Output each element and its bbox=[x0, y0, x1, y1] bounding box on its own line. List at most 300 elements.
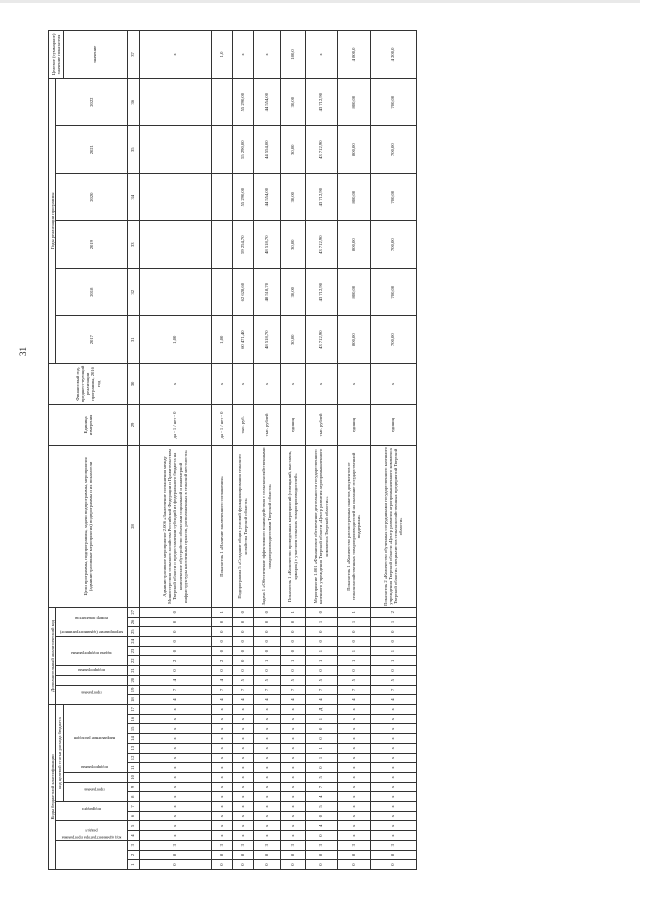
code-cell: х bbox=[139, 811, 211, 821]
code-cell: 0 bbox=[211, 666, 232, 676]
code-cell: х bbox=[232, 782, 253, 792]
code-cell: 2 bbox=[211, 656, 232, 666]
year-2017: 2017 bbox=[56, 316, 127, 364]
code-cell: 8 bbox=[232, 850, 253, 860]
row-base-year: х bbox=[305, 363, 337, 404]
code-cell: Д bbox=[305, 704, 337, 714]
code-cell: 0 bbox=[280, 860, 305, 870]
code-cell: х bbox=[337, 802, 370, 812]
code-cell: х bbox=[337, 792, 370, 802]
code-cell: х bbox=[370, 743, 416, 753]
code-cell: 0 bbox=[280, 627, 305, 637]
code-cell: х bbox=[337, 724, 370, 734]
year-2021: 2021 bbox=[56, 126, 127, 174]
code-cell: х bbox=[370, 831, 416, 841]
code-cell: 0 bbox=[253, 646, 280, 656]
code-cell: 0 bbox=[211, 637, 232, 647]
row-year-value: 43 712,90 bbox=[305, 221, 337, 269]
row-year-value: 43 712,90 bbox=[305, 126, 337, 174]
code-cell: 1 bbox=[370, 617, 416, 627]
code-cell: х bbox=[232, 811, 253, 821]
code-cell: 0 bbox=[139, 666, 211, 676]
code-cell: х bbox=[280, 802, 305, 812]
code-cell: х bbox=[253, 792, 280, 802]
row-year-value: 62 628,60 bbox=[232, 268, 253, 316]
code-cell: 1 bbox=[305, 646, 337, 656]
code-cell: 0 bbox=[232, 607, 253, 617]
code-cell: х bbox=[139, 753, 211, 763]
column-number: 29 bbox=[127, 404, 139, 445]
code-cell: 1 bbox=[253, 656, 280, 666]
code-cell: х bbox=[280, 821, 305, 831]
row-year-value: 30,00 bbox=[280, 126, 305, 174]
code-cell: 0 bbox=[253, 607, 280, 617]
header-codes-classification: Коды бюджетной классификации bbox=[49, 704, 56, 869]
column-number: 3 bbox=[127, 840, 139, 850]
code-cell: 0 bbox=[139, 860, 211, 870]
code-cell: х bbox=[232, 734, 253, 744]
code-cell: 8 bbox=[280, 850, 305, 860]
code-cell: 0 bbox=[139, 607, 211, 617]
code-cell: 4 bbox=[305, 821, 337, 831]
row-year-value: 48 518,70 bbox=[253, 268, 280, 316]
code-cell: х bbox=[139, 821, 211, 831]
column-number: 33 bbox=[127, 221, 139, 269]
row-year-value: 800,00 bbox=[337, 316, 370, 364]
row-year-value: 30,00 bbox=[280, 316, 305, 364]
row-year-value: 43 712,90 bbox=[305, 316, 337, 364]
row-year-value bbox=[211, 78, 232, 126]
code-cell: 1 bbox=[337, 617, 370, 627]
header-kcsr-program: программа bbox=[63, 782, 127, 801]
code-cell: х bbox=[211, 821, 232, 831]
code-cell: х bbox=[232, 763, 253, 773]
code-cell: 1 bbox=[211, 607, 232, 617]
column-number: 37 bbox=[127, 31, 139, 79]
row-target: х bbox=[253, 31, 280, 79]
code-cell: 0 bbox=[337, 637, 370, 647]
column-number: 30 bbox=[127, 363, 139, 404]
code-cell: 4 bbox=[370, 695, 416, 705]
code-cell: х bbox=[337, 714, 370, 724]
header-program-goal: Цели программы, подпрограммы, задачи подпрограммы, мероприятия (административные мероприятия) подпрограммы и их показатели bbox=[49, 445, 128, 607]
code-cell: 0 bbox=[232, 637, 253, 647]
row-name: Мероприятие 1.001 «Финансовое обеспечение деятельности государственного казенного учреждения Тверской области «Центр развития агропромышленного комплекса Тверской области»» bbox=[305, 445, 337, 607]
column-number: 19 bbox=[127, 685, 139, 695]
code-cell: х bbox=[280, 704, 305, 714]
code-cell: х bbox=[139, 724, 211, 734]
code-cell: 0 bbox=[232, 646, 253, 656]
table-row bbox=[337, 31, 370, 870]
column-number: 32 bbox=[127, 268, 139, 316]
row-unit: тыс. руб. bbox=[232, 404, 253, 445]
row-year-value: 55 290,00 bbox=[232, 78, 253, 126]
header-kcsr: код целевой статьи расхода бюджета bbox=[56, 704, 63, 801]
column-number: 25 bbox=[127, 627, 139, 637]
code-cell: 5 bbox=[253, 675, 280, 685]
code-cell: 5 bbox=[305, 675, 337, 685]
code-cell: х bbox=[211, 772, 232, 782]
row-name: Показатель 1 «Количество проведенных мероприятий (совещаний, выставок, ярмарок) с участием сельских товаропроизводителей» bbox=[280, 445, 305, 607]
code-cell: 0 bbox=[370, 637, 416, 647]
row-year-value: 700,00 bbox=[370, 316, 416, 364]
column-number: 5 bbox=[127, 821, 139, 831]
row-name: Показатель 1 «Количество рассмотренных пакетов документов от сельскохозяйственных товаропроизводителей на оказание государственной поддержки» bbox=[337, 445, 370, 607]
row-year-value: 43 712,90 bbox=[305, 173, 337, 221]
code-cell: 1 bbox=[305, 714, 337, 724]
code-cell: 0 bbox=[370, 860, 416, 870]
code-cell: х bbox=[211, 802, 232, 812]
program-table-sheet bbox=[48, 30, 648, 870]
year-2020: 2020 bbox=[56, 173, 127, 221]
column-number: 8 bbox=[127, 792, 139, 802]
code-cell: х bbox=[211, 743, 232, 753]
code-cell: 3 bbox=[280, 840, 305, 850]
code-cell: 4 bbox=[139, 695, 211, 705]
row-year-value: 700,00 bbox=[370, 126, 416, 174]
code-cell: х bbox=[253, 743, 280, 753]
code-cell: 5 bbox=[280, 675, 305, 685]
code-cell: х bbox=[370, 821, 416, 831]
code-cell: 1 bbox=[337, 646, 370, 656]
code-cell: х bbox=[370, 782, 416, 792]
row-unit: да - 1 / нет - 0 bbox=[211, 404, 232, 445]
code-cell: 0 bbox=[232, 617, 253, 627]
row-unit: единиц bbox=[337, 404, 370, 445]
code-cell: х bbox=[139, 772, 211, 782]
code-cell: 5 bbox=[232, 675, 253, 685]
code-cell: 7 bbox=[305, 782, 337, 792]
row-year-value bbox=[211, 173, 232, 221]
code-cell: х bbox=[139, 704, 211, 714]
code-cell: х bbox=[280, 724, 305, 734]
column-number: 20 bbox=[127, 675, 139, 685]
row-year-value: 55 290,00 bbox=[232, 173, 253, 221]
code-cell: х bbox=[370, 802, 416, 812]
code-cell: 0 bbox=[305, 637, 337, 647]
code-cell: 8 bbox=[370, 850, 416, 860]
code-cell: 3 bbox=[232, 840, 253, 850]
code-cell: 5 bbox=[305, 772, 337, 782]
code-cell: х bbox=[280, 811, 305, 821]
code-cell: 8 bbox=[139, 850, 211, 860]
row-year-value bbox=[211, 221, 232, 269]
column-number-row bbox=[127, 31, 139, 870]
code-cell: 0 bbox=[211, 860, 232, 870]
code-cell: х bbox=[280, 763, 305, 773]
code-cell: 1 bbox=[305, 743, 337, 753]
column-number: 7 bbox=[127, 802, 139, 812]
column-number: 1 bbox=[127, 860, 139, 870]
code-cell: х bbox=[337, 772, 370, 782]
code-cell: 1 bbox=[305, 656, 337, 666]
code-cell: 5 bbox=[337, 675, 370, 685]
code-cell: х bbox=[280, 714, 305, 724]
row-year-value: 44 554,00 bbox=[253, 126, 280, 174]
code-cell: х bbox=[280, 792, 305, 802]
code-cell: 0 bbox=[139, 646, 211, 656]
code-cell: 4 bbox=[211, 695, 232, 705]
code-cell: х bbox=[139, 782, 211, 792]
header-target-value: Целевое (суммарное) значение показателя bbox=[49, 31, 64, 79]
code-cell: х bbox=[337, 743, 370, 753]
code-cell: 2 bbox=[139, 656, 211, 666]
code-cell: 0 bbox=[305, 831, 337, 841]
code-cell: 4 bbox=[253, 695, 280, 705]
code-cell: 4 bbox=[280, 695, 305, 705]
code-cell: х bbox=[253, 811, 280, 821]
code-cell: 0 bbox=[139, 637, 211, 647]
code-cell: х bbox=[232, 821, 253, 831]
table-row bbox=[280, 31, 305, 870]
code-cell: х bbox=[211, 811, 232, 821]
code-cell: х bbox=[253, 714, 280, 724]
code-cell: 3 bbox=[305, 840, 337, 850]
code-cell: х bbox=[370, 763, 416, 773]
row-year-value: 1,00 bbox=[139, 316, 211, 364]
header-section: раздел bbox=[56, 821, 127, 840]
code-cell: х bbox=[211, 831, 232, 841]
row-year-value bbox=[139, 268, 211, 316]
code-cell: 7 bbox=[280, 685, 305, 695]
code-cell: х bbox=[232, 792, 253, 802]
code-cell: 0 bbox=[232, 860, 253, 870]
code-cell: 4 bbox=[305, 695, 337, 705]
row-base-year: х bbox=[280, 363, 305, 404]
column-number: 22 bbox=[127, 656, 139, 666]
column-number: 15 bbox=[127, 724, 139, 734]
column-number: 36 bbox=[127, 78, 139, 126]
code-cell: 0 bbox=[337, 666, 370, 676]
row-unit: да - 1 / нет - 0 bbox=[139, 404, 211, 445]
code-cell: 7 bbox=[232, 685, 253, 695]
column-number: 11 bbox=[127, 763, 139, 773]
code-cell: х bbox=[370, 811, 416, 821]
header-kcsr-direction: направление расходов bbox=[63, 704, 127, 772]
code-cell: 0 bbox=[305, 607, 337, 617]
header-value-label: значение bbox=[63, 31, 127, 79]
code-cell: 0 bbox=[370, 627, 416, 637]
row-unit: тыс. рублей bbox=[305, 404, 337, 445]
code-cell: 0 bbox=[253, 860, 280, 870]
row-target: 4 200,0 bbox=[370, 31, 416, 79]
row-year-value: 60 471,40 bbox=[232, 316, 253, 364]
row-year-value: 55 290,00 bbox=[232, 126, 253, 174]
code-cell: х bbox=[337, 753, 370, 763]
code-cell: х bbox=[370, 714, 416, 724]
code-cell: 7 bbox=[211, 685, 232, 695]
code-cell: 0 bbox=[337, 627, 370, 637]
code-cell: 1 bbox=[280, 656, 305, 666]
code-cell: х bbox=[253, 734, 280, 744]
column-number: 14 bbox=[127, 734, 139, 744]
row-name: Подпрограмма 5 «Создание общих условий функционирования сельского хозяйства Тверской области» bbox=[232, 445, 253, 607]
code-cell: 8 bbox=[211, 850, 232, 860]
row-name: Административное мероприятие 2.006 «Заключение соглашения между Министерством сельского хозяйства Российской Федерации и Правительством Тверской области о предоставлении субсидий из федерального бюджета на комплексное обустройство объектами социальной и инженерной инфраструктуры населенных пунктов, расположенных в сельской местности» bbox=[139, 445, 211, 607]
code-cell: 0 bbox=[305, 724, 337, 734]
code-cell: 0 bbox=[280, 666, 305, 676]
row-year-value: 30,00 bbox=[280, 268, 305, 316]
code-cell: 3 bbox=[211, 840, 232, 850]
row-name: Задача 1 «Обеспечение эффективного взаимодействия с сельскохозяйственными товаропроизводителями Тверской области» bbox=[253, 445, 280, 607]
column-number: 18 bbox=[127, 695, 139, 705]
table-body bbox=[139, 31, 416, 870]
code-cell: х bbox=[139, 734, 211, 744]
row-target: х bbox=[139, 31, 211, 79]
code-cell: 0 bbox=[305, 763, 337, 773]
column-number: 27 bbox=[127, 607, 139, 617]
code-cell: 3 bbox=[253, 840, 280, 850]
code-cell: х bbox=[232, 831, 253, 841]
code-cell: 1 bbox=[370, 656, 416, 666]
row-year-value bbox=[139, 78, 211, 126]
row-base-year: х bbox=[211, 363, 232, 404]
row-year-value: 30,00 bbox=[280, 221, 305, 269]
code-cell: 4 bbox=[305, 792, 337, 802]
row-base-year: х bbox=[370, 363, 416, 404]
code-cell: 4 bbox=[337, 695, 370, 705]
code-cell: 0 bbox=[305, 734, 337, 744]
row-unit: тыс. рублей bbox=[253, 404, 280, 445]
code-cell: х bbox=[370, 724, 416, 734]
code-cell: х bbox=[211, 763, 232, 773]
row-name: Показатель 2 «Количество обученных сотрудниками государственного казенного учреждения Тверской области «Центр развития агропромышленного комплекса Тверской области» специалистов сельскохозяйственных предприятий Тверской области» bbox=[370, 445, 416, 607]
code-cell: 0 bbox=[280, 637, 305, 647]
code-cell: х bbox=[280, 772, 305, 782]
code-cell: 0 bbox=[139, 627, 211, 637]
code-cell: 0 bbox=[139, 617, 211, 627]
code-cell: х bbox=[370, 753, 416, 763]
code-cell: х bbox=[337, 811, 370, 821]
code-cell: х bbox=[253, 802, 280, 812]
code-cell: х bbox=[139, 802, 211, 812]
header-col-task: задача подпрограммы bbox=[56, 666, 127, 676]
column-number: 4 bbox=[127, 831, 139, 841]
code-cell: х bbox=[253, 753, 280, 763]
row-target: 1,0 bbox=[211, 31, 232, 79]
row-target: 4 800,0 bbox=[337, 31, 370, 79]
code-cell: х bbox=[337, 831, 370, 841]
row-year-value: 59 254,70 bbox=[232, 221, 253, 269]
code-cell: 8 bbox=[305, 850, 337, 860]
column-number: 12 bbox=[127, 753, 139, 763]
code-cell: х bbox=[139, 831, 211, 841]
header-col-subprogram: подпрограмма bbox=[56, 675, 127, 685]
code-cell: х bbox=[337, 782, 370, 792]
code-cell: х bbox=[139, 743, 211, 753]
row-target: х bbox=[232, 31, 253, 79]
code-cell: х bbox=[370, 772, 416, 782]
code-cell: 0 bbox=[305, 627, 337, 637]
row-year-value: 700,00 bbox=[370, 268, 416, 316]
column-number: 10 bbox=[127, 772, 139, 782]
row-year-value bbox=[211, 126, 232, 174]
row-year-value: 30,00 bbox=[280, 173, 305, 221]
code-cell: 1 bbox=[337, 607, 370, 617]
year-2018: 2018 bbox=[56, 268, 127, 316]
row-target: 180,0 bbox=[280, 31, 305, 79]
code-cell: х bbox=[232, 772, 253, 782]
code-cell: х bbox=[211, 782, 232, 792]
code-cell: х bbox=[370, 704, 416, 714]
code-cell: 4 bbox=[139, 675, 211, 685]
table-row bbox=[305, 31, 337, 870]
header-kcsr-subprogram: подпрограмма bbox=[63, 772, 127, 782]
code-cell: х bbox=[253, 724, 280, 734]
code-cell: 1 bbox=[370, 646, 416, 656]
code-cell: х bbox=[280, 753, 305, 763]
column-number: 6 bbox=[127, 811, 139, 821]
row-year-value: 30,00 bbox=[280, 78, 305, 126]
code-cell: 0 bbox=[253, 627, 280, 637]
code-cell: 5 bbox=[305, 802, 337, 812]
row-year-value: 800,00 bbox=[337, 268, 370, 316]
code-cell: 0 bbox=[305, 860, 337, 870]
code-cell: 0 bbox=[253, 617, 280, 627]
row-target: х bbox=[305, 31, 337, 79]
header-years-group: Годы реализации программы bbox=[49, 78, 56, 363]
table-row bbox=[139, 31, 211, 870]
column-number: 31 bbox=[127, 316, 139, 364]
code-cell: 0 bbox=[337, 860, 370, 870]
code-cell: х bbox=[337, 734, 370, 744]
row-year-value: 800,00 bbox=[337, 221, 370, 269]
row-year-value: 800,00 bbox=[337, 78, 370, 126]
row-base-year: х bbox=[253, 363, 280, 404]
code-cell: х bbox=[280, 743, 305, 753]
column-number: 35 bbox=[127, 126, 139, 174]
table-row bbox=[253, 31, 280, 870]
code-cell: 0 bbox=[253, 637, 280, 647]
column-number: 28 bbox=[127, 445, 139, 607]
row-year-value: 44 554,00 bbox=[253, 173, 280, 221]
row-year-value: 48 518,70 bbox=[253, 221, 280, 269]
column-number: 2 bbox=[127, 850, 139, 860]
code-cell: 3 bbox=[370, 840, 416, 850]
code-cell: 8 bbox=[337, 850, 370, 860]
code-cell: 0 bbox=[232, 666, 253, 676]
header-col-indicator: номер показателя bbox=[56, 607, 127, 636]
code-cell: х bbox=[337, 704, 370, 714]
row-year-value: 43 712,90 bbox=[305, 268, 337, 316]
code-cell: х bbox=[337, 821, 370, 831]
header-fin-year: Финансовый год, предшест-вующий реализации программы, 2016 год bbox=[49, 363, 128, 404]
code-cell: х bbox=[232, 802, 253, 812]
row-year-value: 1,00 bbox=[211, 316, 232, 364]
code-cell: 0 bbox=[305, 811, 337, 821]
row-year-value: 700,00 bbox=[370, 173, 416, 221]
code-cell: х bbox=[232, 714, 253, 724]
row-name: Показатель 1 «Наличие заключенного соглашения» bbox=[211, 445, 232, 607]
code-cell: 0 bbox=[305, 666, 337, 676]
code-cell: х bbox=[232, 704, 253, 714]
code-cell: х bbox=[139, 763, 211, 773]
code-cell: х bbox=[139, 792, 211, 802]
code-cell: 0 bbox=[280, 617, 305, 627]
code-cell: 0 bbox=[280, 646, 305, 656]
code-cell: х bbox=[253, 704, 280, 714]
code-cell: 3 bbox=[337, 840, 370, 850]
year-2022: 2022 bbox=[56, 78, 127, 126]
code-cell: 7 bbox=[253, 685, 280, 695]
code-cell: х bbox=[370, 792, 416, 802]
code-cell: 7 bbox=[305, 685, 337, 695]
table-row bbox=[370, 31, 416, 870]
row-year-value: 43 712,90 bbox=[305, 78, 337, 126]
row-base-year: х bbox=[337, 363, 370, 404]
header-unit: Единица измерения bbox=[49, 404, 128, 445]
column-number: 34 bbox=[127, 173, 139, 221]
